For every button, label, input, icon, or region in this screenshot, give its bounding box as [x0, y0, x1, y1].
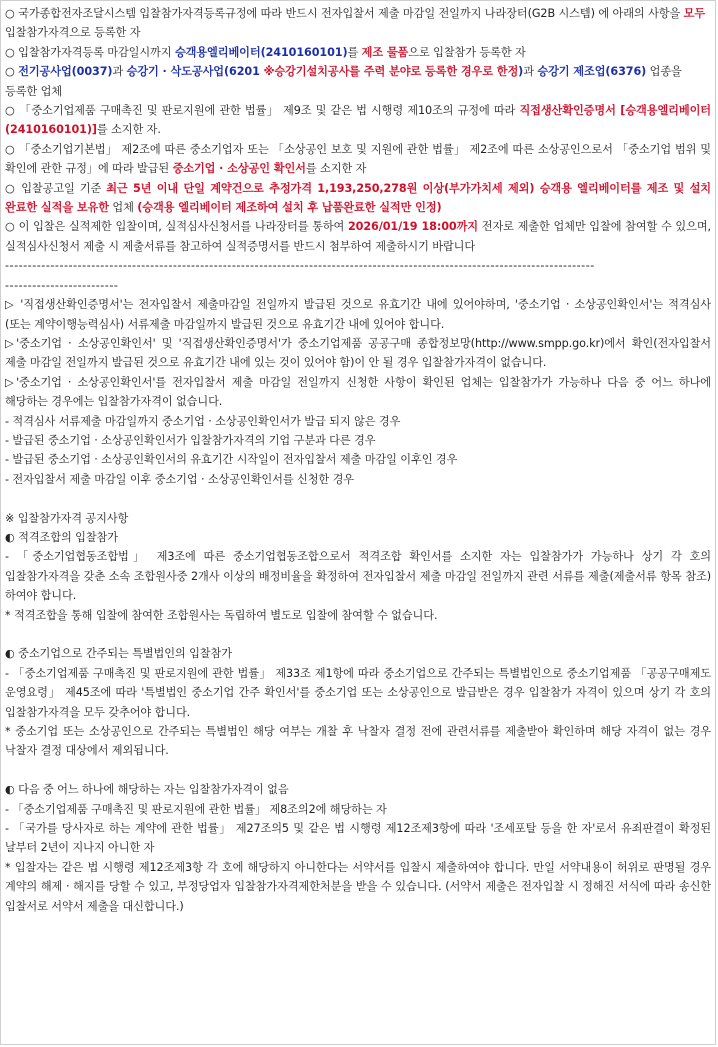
cooperative-text: - 「중소기업협동조합법」 제3조에 따른 중소기업협동조합으로서 적격조합 확인서를 소지한 자는 입찰참가가 가능하나 상기 각 호의 입찰참가자격을 갖춘 소속 조합원사중 2개사 이상의 배정비율을 확정하여 전자입찰서 제출 마감일 전일까지 관련 서류를 제출(제출서류 항목 참조)하여야 합니다. — [5, 550, 711, 603]
eligibility-intro: ○ 국가종합전자조달시스템 입찰참가자격등록규정에 따라 반드시 전자입찰서 제출 마감일 전일까지 나라장터(G2B 시스템) 에 아래의 사항을 모두 입찰참가자격으로 등록한 자 — [5, 7, 706, 40]
divider-line: ---------------------------------------------------------------------------------------------------------------------------------- — [5, 259, 595, 273]
special-corporation-note: * 중소기업 또는 소상공인으로 간주되는 특별법인 해당 여부는 개찰 후 낙찰자 결정 전에 관련서류를 제출받아 확인하며 해당 자격이 없는 경우 낙찰자 결정 대상에서 제외됩니다. — [5, 725, 711, 758]
requirement-direct-production: ○ 「중소기업제품 구매촉진 및 판로지원에 관한 법률」 제9조 및 같은 법 시행령 제10조의 규정에 따라 직접생산확인증명서 [승객용엘리베이터(2410160101)]를 소지한 자. — [5, 104, 711, 137]
note-pending-application: ▷'중소기업 · 소상공인확인서'를 전자입찰서 제출 마감일 전일까지 신청한 사항이 확인된 업체는 입찰참가가 가능하나 다음 중 어느 하나에 해당하는 경우에는 입찰참가자격이 없습니다. — [5, 375, 711, 409]
section-heading-cooperative: ◐ 적격조합의 입찰참가 — [5, 530, 118, 544]
pledge-note: * 입찰자는 같은 법 시행령 제12조제3항 각 호에 해당하지 아니한다는 서약서를 입찰시 제출하여야 합니다. 만일 서약내용이 허위로 판명될 경우 계약의 해제 · 해지를 당할 수 있고, 부정당업자 입찰참가자격제한처분을 받을 수 있습니다. (서약서 제출은 전자입찰 시 정해진 서식에 따라 송신한 입찰서로 서약서 제출을 대신합니다.) — [5, 860, 711, 913]
list-item: - 전자입찰서 제출 마감일 이후 중소기업 · 소상공인확인서를 신청한 경우 — [5, 472, 355, 486]
divider-line-short: ------------------------- — [5, 278, 119, 292]
list-item: - 「국가를 당사자로 하는 계약에 관한 법률」 제27조의5 및 같은 법 시행령 제12조제3항에 따라 '조세포탈 등을 한 자'로서 유죄판결이 확정된 날부터 2년이 지나지 아니한 자 — [5, 822, 711, 855]
requirement-business-license: ○ 전기공사업(0037)과 승강기 · 삭도공사업(6201 ※승강기설치공사를 주력 분야로 등록한 경우로 한정)과 승강기 제조업(6376) 업종을 등록한 업체 — [5, 65, 682, 98]
section-heading-disqualification: ◐ 다음 중 어느 하나에 해당하는 자는 입찰참가자격이 없음 — [5, 783, 289, 797]
special-corporation-text: - 「중소기업제품 구매촉진 및 판로지원에 관한 법률」 제33조 제1항에 따라 중소기업으로 간주되는 특별법인으로 중소기업제품 「공공구매제도 운영요령」 제45조에 따라 '특별법인 중소기업 간주 확인서'를 중소기업 또는 소상공인으로 발급받은 경우 입찰참가 자격이 있으며 상기 각 호의 입찰참가자격을 모두 갖추어야 합니다. — [5, 666, 711, 719]
notice-section-title: ※ 입찰참가자격 공지사항 — [5, 511, 129, 525]
requirement-performance-record: ○ 입찰공고일 기준 최근 5년 이내 단일 계약건으로 추정가격 1,193,250,278원 이상(부가가치세 제외) 승객용 엘리베이터를 제조 및 설치 완료한 실적을 보유한 업체 (승객용 엘리베이터 제조하여 설치 후 납품완료한 실적만 인정) — [5, 181, 712, 215]
note-certificate-validity: ▷ '직접생산확인증명서'는 전자입찰서 제출마감일 전일까지 발급된 것으로 유효기간 내에 있어야하며, '중소기업 · 소상공인확인서'는 적격심사(또는 계약이행능력심사) 서류제출 마감일까지 발급된 것으로 유효기간 내에 있어야 합니다. — [5, 298, 711, 331]
cooperative-note: * 적격조합을 통해 입찰에 참여한 조합원사는 독립하여 별도로 입찰에 참여할 수 없습니다. — [5, 608, 438, 622]
list-item: - 발급된 중소기업 · 소상공인확인서의 유효기간 시작일이 전자입찰서 제출 마감일 이후인 경우 — [5, 453, 458, 467]
list-item: - 적격심사 서류제출 마감일까지 중소기업 · 소상공인확인서가 발급 되지 않은 경우 — [5, 414, 401, 428]
note-smpp-check: ▷'중소기업 · 소상공인확인서' 및 '직접생산확인증명서'가 중소기업제품 공공구매 종합정보망(http://www.smpp.go.kr)에서 확인(전자입찰서 제출 마감일 전일까지 발급된 것으로 유효기간 내에 있는 것이 있어야 함)이 안 될 경우 입찰참가자격이 없습니다. — [5, 336, 711, 370]
requirement-sme-certificate: ○ 「중소기업기본법」 제2조에 따른 중소기업자 또는 「소상공인 보호 및 지원에 관한 법률」 제2조에 따른 소상공인으로서 「중소기업 범위 및 확인에 관한 규정」에 따라 발급된 중소기업 · 소상공인 확인서를 소지한 자 — [5, 142, 711, 176]
list-item: - 발급된 중소기업 · 소상공인확인서가 입찰참가자격의 기업 구분과 다른 경우 — [5, 433, 376, 447]
requirement-performance-review: ○ 이 입찰은 실적제한 입찰이며, 실적심사신청서를 나라장터를 통하여 2026/01/19 18:00까지 전자로 제출한 업체만 입찰에 참여할 수 있으며, 실적심사신청서 제출 시 제출서류를 참고하여 실적증명서를 반드시 첨부하여 제출하시기 바랍니다 — [5, 220, 711, 253]
emphasis-all: 모두 — [683, 7, 706, 20]
section-heading-special-corporation: ◐ 중소기업으로 간주되는 특별법인의 입찰참가 — [5, 647, 232, 661]
requirement-product-registration: ○ 입찰참가자격등록 마감일시까지 승객용엘리베이터(2410160101)를 제조 물품으로 입찰참가 등록한 자 — [5, 45, 526, 59]
list-item: - 「중소기업제품 구매촉진 및 판로지원에 관한 법률」 제8조의2에 해당하는 자 — [5, 802, 387, 816]
